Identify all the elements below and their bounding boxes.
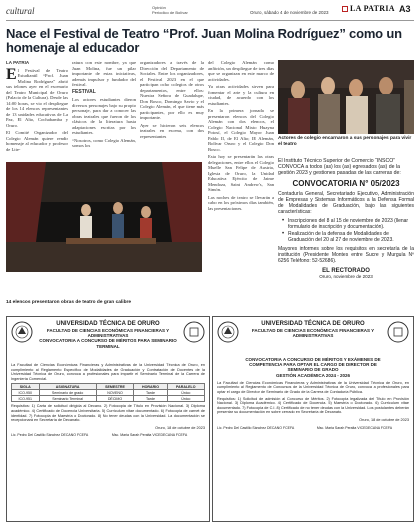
article-paragraph: Los actores estudiantes dieron diversos personajes bajo su propio personaje, para dar a conocer las obras teatrales que fueron de los clásicos de la literatura hasta adaptaciones escritas por los estudiantes. (72, 97, 136, 135)
signature-dean: Lic. Pedro Del Castillo Sánchez DECANO FCEFA (217, 425, 295, 430)
table-cell: NOVENO (96, 390, 134, 396)
faculty-seal-icon (387, 321, 409, 343)
drop-cap: E (6, 65, 17, 83)
ad-seminario-terminal (6, 316, 210, 522)
notice-bullet: • Inscripciones del 8 al 15 de noviembre de 2023 (llenar formulario de inscripción y documentación). (282, 218, 414, 230)
brand-name: LA PATRIA (350, 4, 395, 13)
faculty-seal-icon (183, 321, 205, 343)
article-subhead: FESTIVAL (72, 88, 96, 95)
page-number: A3 (399, 4, 411, 14)
ad-intro: La Facultad de Ciencias Económicas Financieras y Administrativas de la Universidad Técnica de Oruro, en cumplimiento al Reglamento Específico de Modalidades de Graduación y Contratación de Docentes de la Universidad Técnica de Oruro, convoca a profesionales para impartir el Seminario Terminal de la Carrera de Ingeniería Comercial. (11, 363, 205, 381)
ad-requirements: Requisitos: 1) Carta de solicitud dirigida al Decano. 2) Fotocopia de Título en Provisión Nacional. 3) Diploma académico. 4) Certificado de Docencia Universitaria. 5) Curriculum vitae documentado. 6) Fotocopia de carnet de identidad. 7) Fotocopia de Maestría o Doctorado. 8) No tener deudas con la Universidad. La documentación se recepcionará en Secretaría de Decanato. (11, 404, 205, 423)
ad-date: Oruro, 18 de octubre de 2023 (359, 417, 409, 422)
photo-stage-caption: 14 elencos presentaron obras de teatro de gran calibre (6, 300, 132, 305)
logo-square-icon (342, 6, 348, 12)
ad-faculty: FACULTAD DE CIENCIAS ECONÓMICAS FINANCIERAS Y ADMINISTRATIVAS (46, 328, 170, 339)
ad-requirements: Requisitos: 1) Solicitud de admisión al Concurso de Méritos. 2) Fotocopia legalizada del Título en Provisión Nacional. 3) Diploma Académico. 4) Certificado de Docencia. 5) Maestría o Doctorado. 6) Curriculum vitae documentado. 7) Fotocopia de C.I. 8) Certificado de no tener deudas con la Universidad. Los postulantes deberán presentar su documentación en sobre cerrado en Secretaría de Decanato. (217, 396, 409, 415)
photo-actors-image (278, 60, 414, 134)
table-header: PARALELO (167, 384, 204, 390)
ad-convoca: CONVOCATORIA A CONCURSO DE MÉRITOS Y EXÁMENES DE COMPETENCIA PARA OPTAR EL CARGO DE DIRECTOR DE SEMINARIO DE GRADO (245, 357, 381, 373)
newspaper-logo (342, 4, 395, 13)
article-paragraph (6, 65, 68, 129)
ad-signatures (11, 433, 205, 437)
table-cell: ICO-951 (12, 396, 40, 402)
notice-body: Contaduría General, Secretariado Ejecutivo, Administración de Empresas y Sistemas Informáticos a la Defensa Formal de Modalidades de Graduación, bajo las siguientes características: (278, 191, 414, 215)
table-cell: Seminario de grado (39, 390, 96, 396)
page-header (6, 4, 414, 24)
signature-vicedean: Msc. Maria Sarah Peralta VICEDECANA FCEFA (111, 433, 188, 438)
article-paragraph: Las noches de teatro se llevarán a cabo en los próximos días también, las presentaciones. (208, 194, 274, 211)
article-paragraph: ratura con este nombre, ya que Juan Molina, fue un pilar importante de estas iniciativas, además impulsor y fundador del festival. (72, 60, 136, 87)
header-rule (6, 20, 414, 21)
ad-convoca: CONVOCATORIA A CONCURSO DE MÉRITOS PARA SEMINARIO TERMINAL (39, 338, 177, 349)
photo-actors (278, 60, 414, 134)
notice-signer: EL RECTORADO (322, 268, 370, 274)
article-paragraph: En la primera jornada se presentaron elencos del Colegio Alemán con dos elencos, el Colegio Nacional Mixto Huayna Potosí, el Colegio Mayor Juan Pablo II, de El Alto; IE Alemán, Bolívar Oruro y el Colegio Don Bosco. (208, 108, 274, 152)
ad-course-table (11, 383, 205, 402)
table-cell: Tarde (134, 396, 167, 402)
table-cell: Seminario Terminal (39, 396, 96, 402)
issue-date: Oruro, sábado 4 de noviembre de 2023 (250, 10, 329, 15)
university-seal-icon (217, 321, 239, 343)
ad-subtitle: GESTIÓN ACADÉMICA 2024 - 2026 (276, 372, 350, 378)
table-header: SIGLA (12, 384, 40, 390)
notice-bullets (282, 218, 414, 243)
article-paragraph: “Nosotros, como Colegio Alemán, somos los (72, 137, 136, 148)
ad-university: UNIVERSIDAD TÉCNICA DE ORURO (261, 321, 365, 327)
table-header: SEMESTRE (96, 384, 134, 390)
header-mid (152, 5, 188, 15)
photo-stage (6, 162, 202, 272)
article-paragraph: Ya otras actividades sirven para fomentar el arte y la cultura en ciudad, de acuerdo con los estudiantes. (208, 84, 274, 106)
table-cell: DÉCIMO (96, 396, 134, 402)
photo-actors-caption: Actores de colegio encarnaron a sus personajes para vivir el teatro (278, 136, 412, 147)
table-header: ASIGNATURA (39, 384, 96, 390)
ad-intro: La Facultad de Ciencias Económicas Financieras y Administrativas de la Universidad Técnica de Oruro, en cumplimiento al Reglamento de Concursos de la Universidad Técnica de Oruro, convoca a profesionales para optar el cargo de Director de Seminario de Grado de la Carrera de Contaduría Pública. (217, 380, 409, 394)
signature-dean: Lic. Pedro Del Castillo Sánchez DECANO FCEFA (11, 433, 89, 438)
notice-signature-date: Oruro, noviembre de 2023 (319, 274, 373, 279)
table-cell: Tarde (134, 390, 167, 396)
ad-header (217, 321, 409, 353)
table-row (12, 396, 205, 402)
header-mid-line: Periodico de Bolívar (152, 10, 188, 15)
notice-entity: El Instituto Técnico Superior de Comercio “INSCO” CONVOCA a todos (as) los (as) egresados (as) de la gestión 2023 y gestiones pasadas de las carreras de: (278, 158, 401, 176)
article-paragraph: del Colegio Alemán como anfitrión, un despliegue de tres días que se organizan en este marco de actividades. (208, 60, 274, 82)
signature-vicedean: Msc. Maria Sarah Peralta VICEDECANA FCEFA (316, 425, 393, 430)
article-headline: Nace el Festival de Teatro “Prof. Juan Molina Rodríguez” como un homenaje al educador (6, 26, 402, 55)
ad-faculty: FACULTAD DE CIENCIAS ECONÓMICAS FINANCIERAS Y ADMINISTRATIVAS (251, 328, 375, 339)
ad-director-seminario (212, 316, 414, 522)
notice-info: Mayores informes sobre los requisitos en secretaría de la institución (Presidente Montes entre Sucre y Murguía Nº 6256 Teléfono: 52-52686). (278, 246, 414, 264)
article-byline: LA PATRIA (6, 60, 30, 65)
article-paragraph: Ayer se hicieron seis elencos teatrales en escena, con dos representantes (140, 122, 204, 139)
notice-bullet: • Realización de la defensa de Modalidades de Graduación del 20 al 27 de noviembre de 2023. (282, 231, 414, 243)
photo-stage-image (6, 162, 202, 272)
ad-university: UNIVERSIDAD TÉCNICA DE ORURO (56, 321, 160, 327)
convocatoria-notice (278, 154, 414, 304)
table-cell: Único (167, 390, 204, 396)
article-column-3 (140, 60, 204, 160)
table-cell: Único (167, 396, 204, 402)
table-cell: ICO-950 (12, 390, 40, 396)
notice-title: CONVOCATORIA N° 05/2023 (292, 179, 400, 188)
header-mid-line: Opinión (152, 5, 166, 10)
article-text: l Festival de Teatro Estudiantil “Prof. Juan Molina Rodríguez” abrió sus telones ayer en el escenario del Teatro Municipal de Oruro (Palacio de la Cultura). Desde las 14:00 horas, se vio el despliegue de los 14 elencos representantes de 13 unidades educativas de La Paz, El Alto, Cochabamba y Oruro. (6, 67, 68, 128)
ad-signatures (217, 426, 409, 430)
article-paragraph: organizadores a través de la Dirección del Departamento de Sociales. Entre los organizadores, el Festival 2023 en el que participan ocho colegios de otros departamentos, entre ellos: Nuestra Señora de Guadalupe, Don Bosco, Domingo Savio y el Colegio Alemán, el que tiene más participantes, por ello es muy importante. (140, 60, 204, 120)
article-column-4 (208, 60, 274, 260)
ad-date: Oruro, 18 de octubre de 2023 (155, 425, 205, 430)
table-header: HORARIO (134, 384, 167, 390)
section-label: cultural (6, 6, 35, 16)
university-seal-icon (11, 321, 33, 343)
article-paragraph: El Comité Organizador del Colegio Alemán quiere rendir homenaje al educador y profesor de Lite- (6, 130, 68, 152)
article-paragraph: Esta hoy se presentarán las otras delegaciones, entre ellos el Colegio Muelle San Felipe de Austria, Iglesia de Oruro, la Unidad Educativa Ejército de Jaime Mendoza, Saint Andrew's, San Simón. (208, 154, 274, 192)
ad-header (11, 321, 205, 353)
